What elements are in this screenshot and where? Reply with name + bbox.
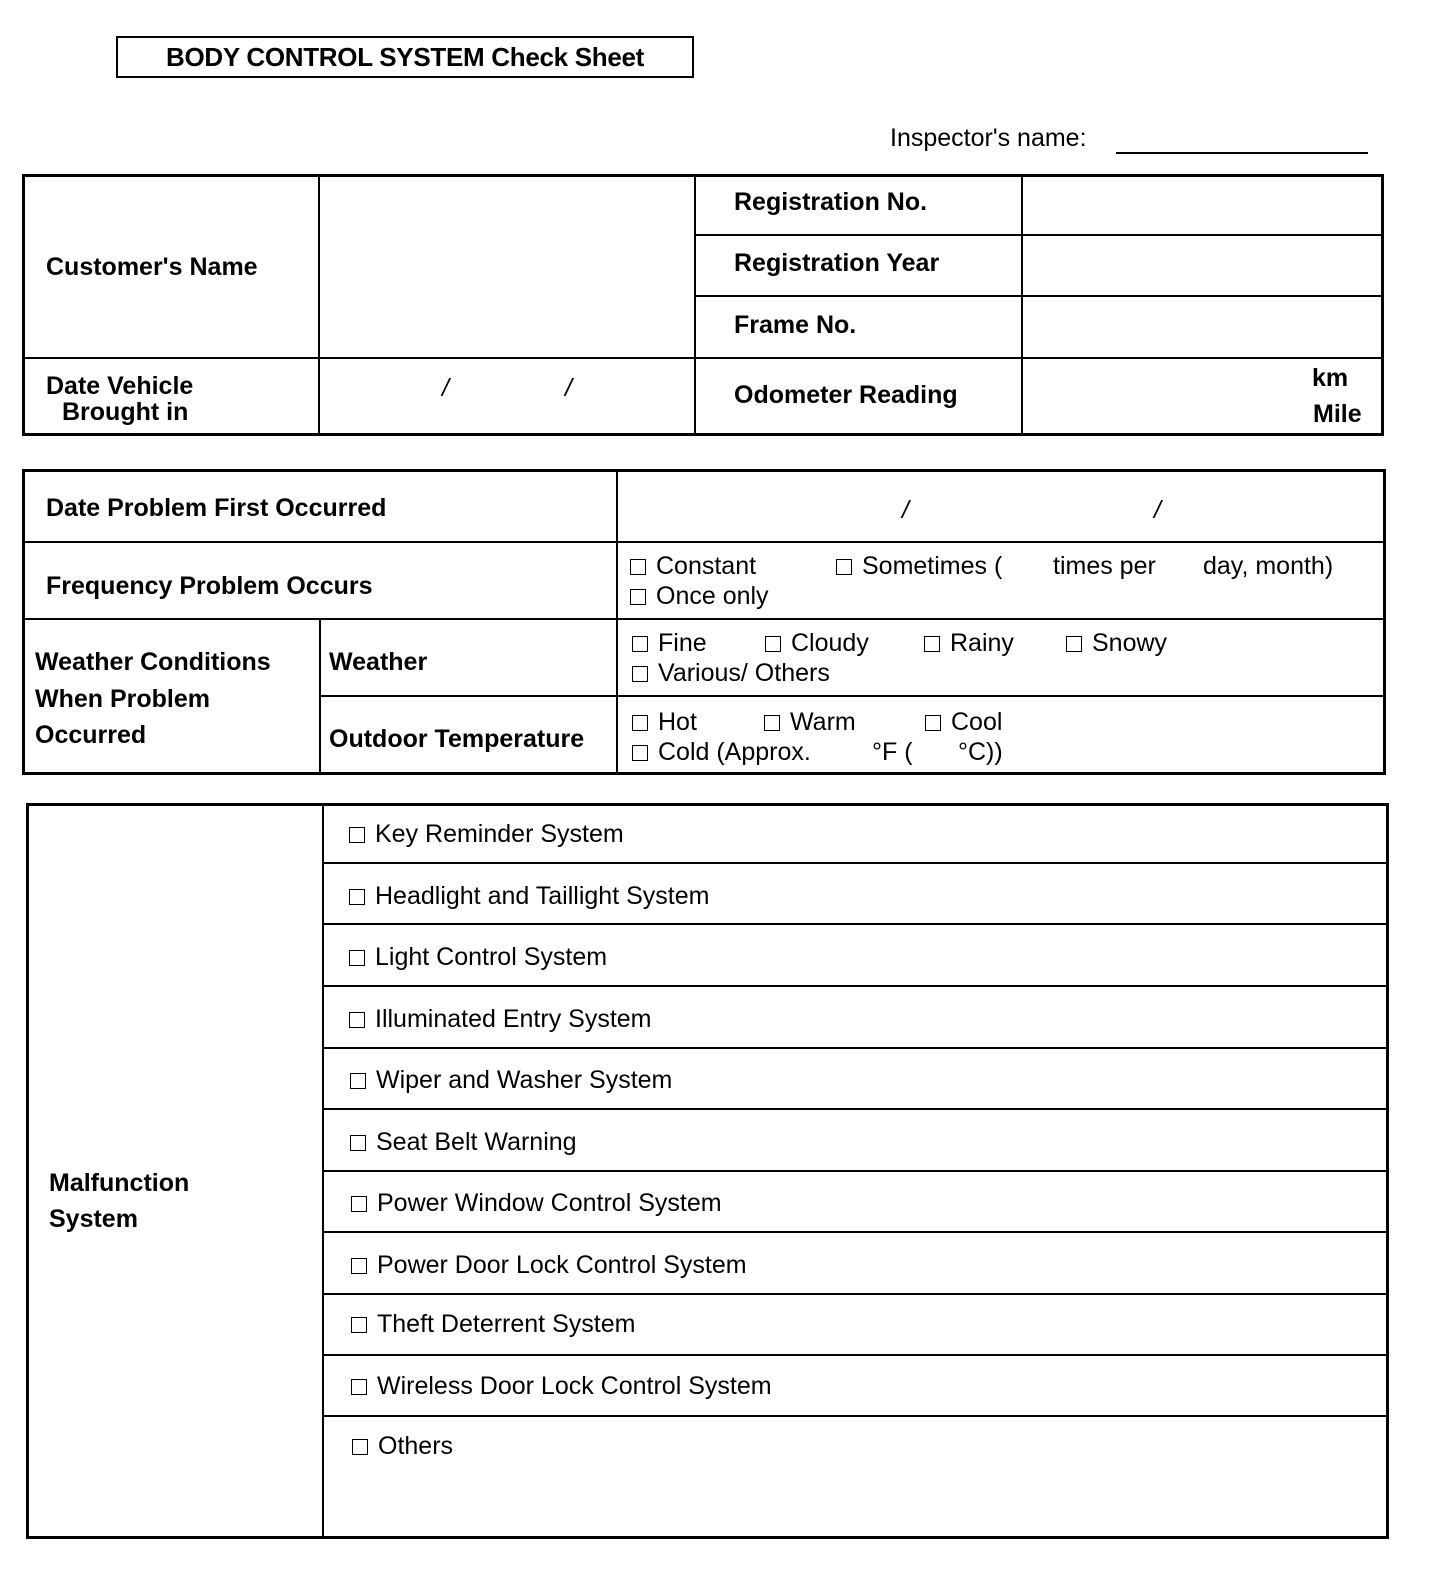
divider xyxy=(322,1047,1389,1049)
inspector-name-field[interactable] xyxy=(1116,152,1368,154)
divider xyxy=(322,1415,1389,1417)
checkbox-icon[interactable] xyxy=(1066,636,1082,652)
divider xyxy=(694,174,696,436)
checkbox-icon[interactable] xyxy=(925,715,941,731)
system-item-wireless-door-lock[interactable]: Wireless Door Lock Control System xyxy=(351,1371,772,1401)
checkbox-icon[interactable] xyxy=(351,1379,367,1395)
divider xyxy=(22,618,1386,620)
odometer-unit-mile: Mile xyxy=(1313,400,1362,428)
divider xyxy=(322,1354,1389,1356)
inspector-label: Inspector's name: xyxy=(890,124,1087,152)
divider xyxy=(694,234,1384,236)
checkbox-icon[interactable] xyxy=(924,636,940,652)
divider xyxy=(22,357,1384,359)
checkbox-icon[interactable] xyxy=(349,889,365,905)
temperature-deg-f: °F ( xyxy=(872,738,913,766)
divider xyxy=(322,1108,1389,1110)
divider xyxy=(322,862,1389,864)
malfunction-label-line1: Malfunction xyxy=(49,1169,190,1197)
date-separator: / xyxy=(902,496,909,524)
checkbox-icon[interactable] xyxy=(351,1317,367,1333)
divider xyxy=(318,174,320,436)
weather-option-fine[interactable]: Fine xyxy=(632,628,707,658)
frequency-option-once-only[interactable]: Once only xyxy=(630,581,769,611)
checkbox-icon[interactable] xyxy=(632,715,648,731)
checkbox-icon[interactable] xyxy=(349,1012,365,1028)
divider xyxy=(322,923,1389,925)
divider xyxy=(616,469,618,775)
weather-label: Weather xyxy=(329,648,428,676)
frequency-option-constant[interactable]: Constant xyxy=(630,551,756,581)
system-item-others[interactable]: Others xyxy=(352,1431,453,1461)
weather-option-snowy[interactable]: Snowy xyxy=(1066,628,1167,658)
outdoor-temperature-label: Outdoor Temperature xyxy=(329,725,585,753)
date-vehicle-label-line2: Brought in xyxy=(62,398,189,426)
frame-no-field[interactable] xyxy=(1025,299,1381,355)
checkbox-icon[interactable] xyxy=(765,636,781,652)
checkbox-icon[interactable] xyxy=(764,715,780,731)
system-item-power-door-lock[interactable]: Power Door Lock Control System xyxy=(351,1250,747,1280)
divider xyxy=(319,695,1386,697)
system-item-power-window[interactable]: Power Window Control System xyxy=(351,1188,722,1218)
registration-no-field[interactable] xyxy=(1025,178,1381,233)
system-item-illuminated-entry[interactable]: Illuminated Entry System xyxy=(349,1004,652,1034)
date-separator: / xyxy=(1154,496,1161,524)
system-item-theft-deterrent[interactable]: Theft Deterrent System xyxy=(351,1309,635,1339)
system-item-key-reminder[interactable]: Key Reminder System xyxy=(349,819,624,849)
date-vehicle-field[interactable] xyxy=(322,361,692,433)
divider xyxy=(322,985,1389,987)
divider xyxy=(322,1293,1389,1295)
date-problem-first-label: Date Problem First Occurred xyxy=(46,494,387,522)
odometer-field[interactable] xyxy=(1025,361,1305,433)
page-title: BODY CONTROL SYSTEM Check Sheet xyxy=(116,36,694,78)
weather-option-rainy[interactable]: Rainy xyxy=(924,628,1014,658)
date-problem-first-field[interactable] xyxy=(620,473,1384,539)
customer-name-label: Customer's Name xyxy=(46,253,258,281)
registration-year-label: Registration Year xyxy=(734,249,940,277)
temperature-option-cool[interactable]: Cool xyxy=(925,707,1002,737)
temperature-option-hot[interactable]: Hot xyxy=(632,707,697,737)
temperature-option-cold[interactable]: Cold (Approx. xyxy=(632,737,811,767)
divider xyxy=(694,295,1384,297)
customer-name-field[interactable] xyxy=(322,178,692,356)
checkbox-icon[interactable] xyxy=(352,1439,368,1455)
checkbox-icon[interactable] xyxy=(632,745,648,761)
malfunction-label-line2: System xyxy=(49,1205,138,1233)
checkbox-icon[interactable] xyxy=(632,666,648,682)
date-vehicle-label-line1: Date Vehicle xyxy=(46,372,194,400)
frame-no-label: Frame No. xyxy=(734,311,857,339)
checkbox-icon[interactable] xyxy=(630,589,646,605)
temperature-option-warm[interactable]: Warm xyxy=(764,707,856,737)
system-item-wiper-washer[interactable]: Wiper and Washer System xyxy=(350,1065,672,1095)
odometer-label: Odometer Reading xyxy=(734,381,958,409)
divider xyxy=(322,1231,1389,1233)
weather-option-cloudy[interactable]: Cloudy xyxy=(765,628,869,658)
registration-no-label: Registration No. xyxy=(734,188,928,216)
odometer-unit-km: km xyxy=(1312,364,1349,392)
date-separator: / xyxy=(565,374,572,402)
weather-group-label-line1: Weather Conditions xyxy=(35,648,271,676)
divider xyxy=(322,1170,1389,1172)
frequency-option-sometimes[interactable]: Sometimes ( xyxy=(836,551,1002,581)
registration-year-field[interactable] xyxy=(1025,238,1381,293)
temperature-deg-c: °C)) xyxy=(958,738,1003,766)
checkbox-icon[interactable] xyxy=(351,1196,367,1212)
weather-group-label-line3: Occurred xyxy=(35,721,147,749)
date-separator: / xyxy=(442,374,449,402)
divider xyxy=(1021,174,1023,436)
checkbox-icon[interactable] xyxy=(351,1258,367,1274)
frequency-label: Frequency Problem Occurs xyxy=(46,572,373,600)
checkbox-icon[interactable] xyxy=(632,636,648,652)
checkbox-icon[interactable] xyxy=(350,1073,366,1089)
checkbox-icon[interactable] xyxy=(836,559,852,575)
system-item-seat-belt-warning[interactable]: Seat Belt Warning xyxy=(350,1127,577,1157)
checkbox-icon[interactable] xyxy=(349,950,365,966)
checkbox-icon[interactable] xyxy=(630,559,646,575)
frequency-times-per: times per xyxy=(1053,552,1156,580)
checkbox-icon[interactable] xyxy=(350,1135,366,1151)
weather-group-label-line2: When Problem xyxy=(35,685,211,713)
weather-option-various-others[interactable]: Various/ Others xyxy=(632,658,830,688)
system-item-light-control[interactable]: Light Control System xyxy=(349,942,607,972)
system-item-headlight-taillight[interactable]: Headlight and Taillight System xyxy=(349,881,709,911)
divider xyxy=(22,541,1386,543)
frequency-day-month: day, month) xyxy=(1203,552,1334,580)
checkbox-icon[interactable] xyxy=(349,827,365,843)
